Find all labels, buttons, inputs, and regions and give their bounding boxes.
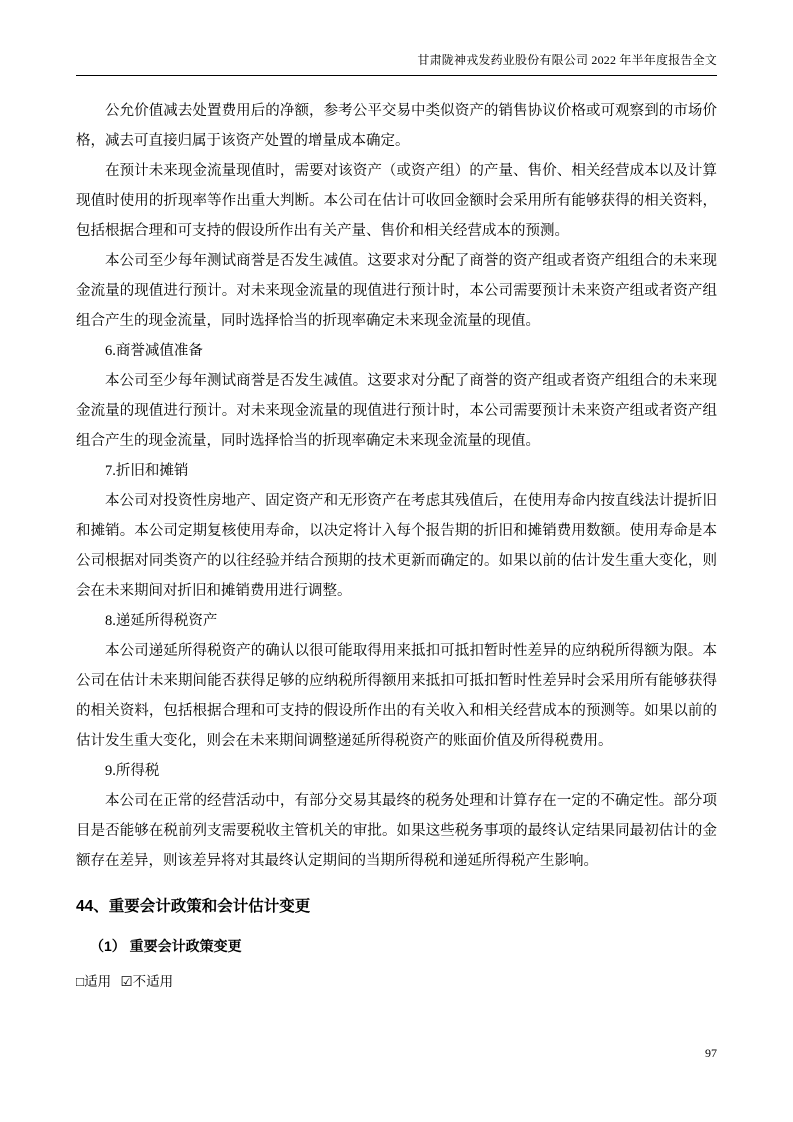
- body-paragraph: 本公司至少每年测试商誉是否发生减值。这要求对分配了商誉的资产组或者资产组组合的未来现金流量的现值进行预计。对未来现金流量的现值进行预计时，本公司需要预计未来资产组或者资产组组合产生的现金流量，同时选择恰当的折现率确定未来现金流量的现值。: [76, 373, 717, 449]
- checkbox-not-applicable: ☑不适用: [120, 974, 174, 989]
- page-header: [76, 52, 717, 76]
- document-body: [76, 96, 717, 994]
- report-title: 甘肃陇神戎发药业股份有限公司 2022 年半年度报告全文: [417, 53, 717, 67]
- body-paragraph: 本公司至少每年测试商誉是否发生减值。这要求对分配了商誉的资产组或者资产组组合的未来现金流量的现值进行预计。对未来现金流量的现值进行预计时，本公司需要预计未来资产组或者资产组组合产生的现金流量，同时选择恰当的折现率确定未来现金流量的现值。: [76, 253, 717, 329]
- applicability-row: [76, 970, 717, 994]
- numbered-subheading-6-goodwill-impairment: 6.商誉减值准备: [105, 343, 203, 359]
- numbered-subheading-8-deferred-tax-assets: 8.递延所得税资产: [105, 613, 218, 629]
- numbered-subheading-9-income-tax: 9.所得税: [105, 763, 160, 779]
- numbered-subheading-7-depreciation-amortization: 7.折旧和摊销: [105, 463, 189, 479]
- body-paragraph: 本公司递延所得税资产的确认以很可能取得用来抵扣可抵扣暂时性差异的应纳税所得额为限。本公司在估计未来期间能否获得足够的应纳税所得额用来抵扣可抵扣暂时性差异时会采用所有能够获得的相关资料，包括根据合理和可支持的假设所作出的有关收入和相关经营成本的预测等。如果以前的估计发生重大变化，则会在未来期间调整递延所得税资产的账面价值及所得税费用。: [76, 643, 717, 749]
- body-paragraph: 公允价值减去处置费用后的净额，参考公平交易中类似资产的销售协议价格或可观察到的市场价格，减去可直接归属于该资产处置的增量成本确定。: [76, 103, 717, 149]
- page-number: 97: [705, 1046, 717, 1060]
- body-paragraph: 本公司在正常的经营活动中，有部分交易其最终的税务处理和计算存在一定的不确定性。部分项目是否能够在税前列支需要税收主管机关的审批。如果这些税务事项的最终认定结果同最初估计的金额存在差异，则该差异将对其最终认定期间的当期所得税和递延所得税产生影响。: [76, 793, 717, 869]
- body-paragraph: 本公司对投资性房地产、固定资产和无形资产在考虑其残值后，在使用寿命内按直线法计提折旧和摊销。本公司定期复核使用寿命，以决定将计入每个报告期的折旧和摊销费用数额。使用寿命是本公司根据对同类资产的以往经验并结合预期的技术更新而确定的。如果以前的估计发生重大变化，则会在未来期间对折旧和摊销费用进行调整。: [76, 493, 717, 599]
- section-heading-44-accounting-policy-changes: 44、重要会计政策和会计估计变更: [76, 898, 311, 915]
- subsection-heading-1-major-policy-changes: （1） 重要会计政策变更: [90, 938, 242, 954]
- page-footer: [705, 1046, 717, 1060]
- checkbox-applicable: □适用: [76, 974, 112, 989]
- body-paragraph: 在预计未来现金流量现值时，需要对该资产（或资产组）的产量、售价、相关经营成本以及计算现值时使用的折现率等作出重大判断。本公司在估计可收回金额时会采用所有能够获得的相关资料，包括根据合理和可支持的假设所作出有关产量、售价和相关经营成本的预测。: [76, 163, 717, 239]
